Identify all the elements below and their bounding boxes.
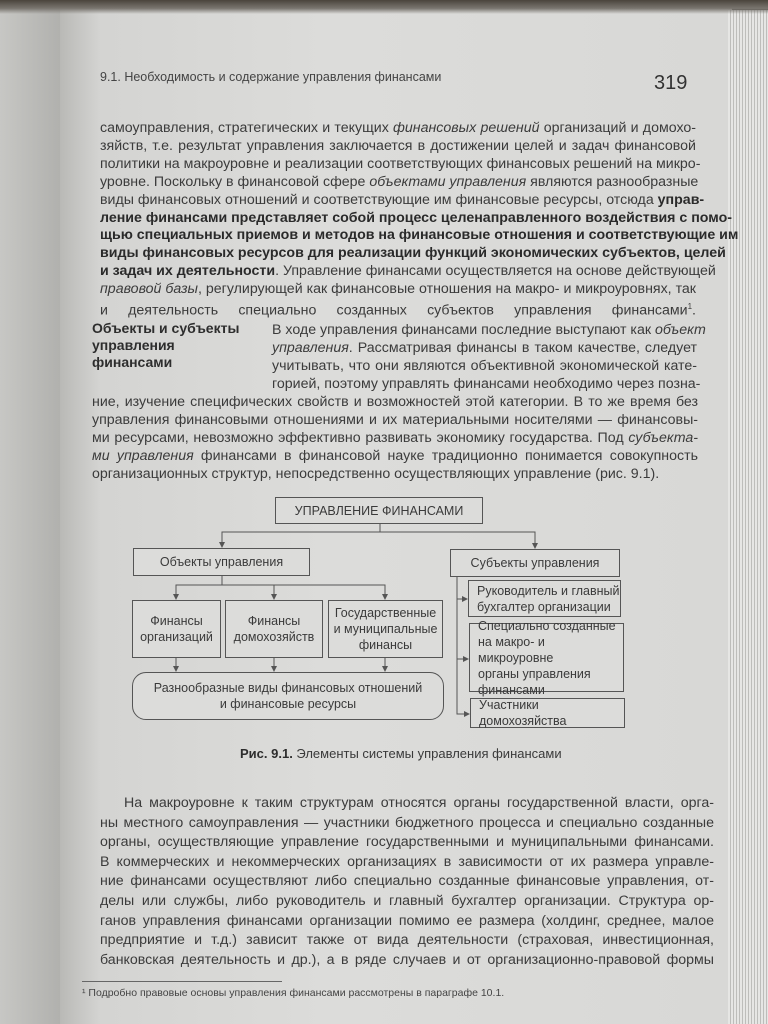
text-segment: ние финансами осуществляют либо специально созданные финансовые управления, от- [100,873,714,890]
text-segment: банковская деятельность и др.), а в ряде случаев и от организационно-правовой формы [100,951,714,968]
text-segment: На макроуровне к таким структурам относятся органы государственной власти, орга- [124,795,714,811]
text-segment: организаций и домохо- [539,120,697,136]
text-segment: ние, изучение специфических свойств и возможностей этой категории. В то же время без [92,394,698,410]
box-special-bodies: Специально созданные на макро- и микроуровне органы управления финансами [469,623,624,692]
text-segment: предприятие и т.д.) зависит также от вида деятельности (страховая, инвестиционная, [100,932,714,949]
box-subjects: Субъекты управления [450,549,620,577]
text-segment: и деятельность специально созданных субъектов управления финансами [100,302,688,319]
side-heading-line: Объекты и субъекты [92,320,240,336]
text-segment: управления финансовыми отношениями и их материальными носителями — финансовы- [92,412,698,428]
text-segment: зяйств, т.е. результат управления заключается в достижении целей и задач финансовой [100,137,696,154]
text-segment: организационных структур, непосредственно осуществляющих управление (рис. 9.1). [92,466,660,482]
text-segment: управ- [657,191,705,208]
text-segment: щью специальных приемов и методов на финансовые отношения и соответствующие им [100,227,739,244]
text-segment: виды финансовых отношений и соответствующие им финансовые ресурсы, отсюда [100,191,658,208]
text-line [100,912,714,930]
text-segment: объектами управления [369,173,527,190]
text-segment: . [692,302,696,319]
text-segment: . Управление финансами осуществляется на основе действующей [275,263,716,280]
text-segment: самоуправления, стратегических и текущих [100,120,394,136]
text-segment: В ходе управления финансами последние выступают как [272,322,655,338]
text-segment: горией, поэтому управлять финансами необходимо через позна- [272,376,701,392]
text-segment: управления [272,340,349,356]
text-segment: ми ресурсами, невозможно эффективно развивать экономику государства. Под [92,430,629,446]
box-root: УПРАВЛЕНИЕ ФИНАНСАМИ [275,497,483,524]
box-org-finance: Финансы организаций [132,600,221,658]
box-director-accountant: Руководитель и главный бухгалтер организации [468,580,621,617]
text-line [100,892,714,910]
page-number: 319 [654,72,688,94]
text-segment: , регулирующей как финансовые отношения на макро- и микроуровнях, так [198,281,697,298]
text-line [100,872,714,890]
text-segment: . Рассматривая финансы в таком качестве, следует [348,340,697,356]
footnote: ¹ Подробно правовые основы управления финансами рассмотрены в параграфе 10.1. [82,987,505,999]
text-line [100,853,714,871]
text-line [100,931,714,949]
box-financial-relations: Разнообразные виды финансовых отношений и финансовые ресурсы [132,672,444,720]
side-heading-line: финансами [92,354,173,370]
running-header: 9.1. Необходимость и содержание управления финансами [100,70,442,84]
box-objects: Объекты управления [133,548,310,576]
text-segment: ны местного самоуправления — участники бюджетного процесса и специально созданные [100,814,714,831]
figure-caption [240,746,562,761]
text-segment: ление финансами представляет собой процесс целенаправленного воздействия с помо- [100,209,732,226]
box-household-members: Участники домохозяйства [470,698,625,728]
text-segment: делы или службы, либо руководитель и главный бухгалтер организации. Структура ор- [100,893,714,909]
text-segment: 1 [687,302,693,311]
text-line [100,794,714,812]
caption-label: Рис. 9.1. [240,746,293,761]
text-segment: В коммерческих и некоммерческих организациях в зависимости от их размера управле- [100,853,714,870]
text-line [100,814,714,832]
text-segment: субъекта- [628,430,698,446]
text-line [100,833,714,851]
text-line [100,951,714,969]
side-heading-line: управления [92,337,175,353]
text-segment: органы, осуществляющие управление государственными и муниципальными финансами. [100,834,714,851]
text-segment: учитывать, что они являются объективной экономической кате- [272,358,697,374]
text-segment: уровне. Поскольку в финансовой сфере [100,173,370,190]
text-segment: правовой базы [100,281,198,298]
text-segment: финансовых решений [393,120,540,136]
text-segment: ми управления [92,448,194,464]
text-segment: виды финансовых ресурсов для реализации функций экономических субъектов, целей [100,245,726,262]
text-segment: финансами в финансовой науке традиционно понимается совокупность [193,448,699,464]
caption-text: Элементы системы управления финансами [292,746,562,761]
text-segment: ганов управления финансами организации помимо ее размера (холдинг, среднее, малое [100,912,714,929]
text-segment: являются разнообразные [526,173,699,190]
footnote-divider [82,981,282,982]
text-segment: политики на макроуровне и реализации соответствующих финансовых решений на микро- [100,155,701,172]
box-household-finance: Финансы домохозяйств [225,600,323,658]
box-state-finance: Государственные и муниципальные финансы [328,600,443,658]
text-segment: объект [655,322,706,338]
text-segment: и задач их деятельности [100,263,276,280]
